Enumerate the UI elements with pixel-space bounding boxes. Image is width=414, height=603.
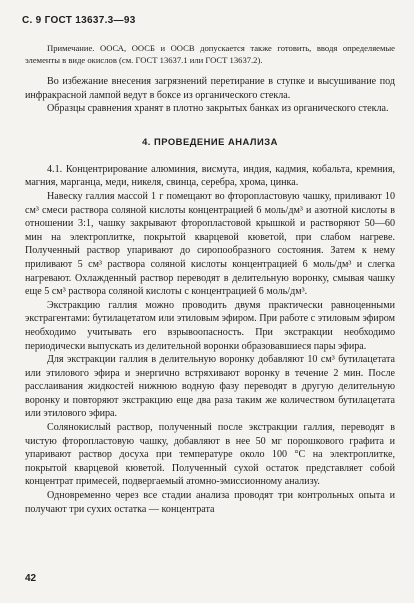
paragraph: Одновременно через все стадии анализа проводят три контрольных опыта и получают три сухих остатка — концентрата xyxy=(25,490,395,515)
note-paragraph: Примечание. ООСА, ООСБ и ООСВ допускается также готовить, вводя определяемые элементы в виде окислов (см. ГОСТ 13637.1 или ГОСТ 13637.2). xyxy=(25,43,395,65)
paragraph: Экстракцию галлия можно проводить двумя практически равноценными экстрагентами: бутилацетатом или этиловым эфиром. При работе с этиловым эфиром необходимо учитывать его взрывоопасность. При экстракции необходимо периодически выпускать из делительной воронки образовавшиеся пары эфира. xyxy=(25,299,395,352)
section-title: 4. ПРОВЕДЕНИЕ АНАЛИЗА xyxy=(142,135,278,147)
page-number: 42 xyxy=(25,573,37,584)
paragraph: 4.1. Концентрирование алюминия, висмута, индия, кадмия, кобальта, кремния, магния, марганца, меди, никеля, свинца, серебра, хрома, цинка. xyxy=(25,163,395,189)
paragraph: Образцы сравнения хранят в плотно закрытых банках из органического стекла. xyxy=(47,103,389,115)
page-body xyxy=(25,43,395,516)
running-header: С. 9 ГОСТ 13637.3—93 xyxy=(22,15,136,26)
paragraph: Для экстракции галлия в делительную воронку добавляют 10 см³ бутилацетата или этилового эфира и энергично встряхивают воронку в течение 2 мин. После расслаивания жидкостей нижнюю водную фазу переводят в другую делительную воронку и повторяют экстракцию еще два раза таким же количеством бутилацетата или этилового эфира. xyxy=(25,354,395,420)
paragraph: Во избежание внесения загрязнений перетирание в ступке и высушивание под инфракрасной лампой ведут в боксе из органического стекла. xyxy=(25,76,395,101)
paragraph: Солянокислый раствор, полученный после экстракции галлия, переводят в чистую фторопластовую чашку, добавляют в нее 50 мг порошкового графита и упаривают раствор досуха при температуре около 100 °С на электроплитке, покрытой кварцевой кюветой. Полученный сухой остаток представляет собой концентрат примесей, подвергаемый атомно-эмиссионному анализу. xyxy=(25,422,395,488)
paragraph: Навеску галлия массой 1 г помещают во фторопластовую чашку, приливают 10 см³ смеси раствора соляной кислоты концентрацией 6 моль/дм³ и азотной кислоты в отношении 3:1, чашку закрывают фторопластовой крышкой и растворяют 50—60 мин на электроплитке, покрытой кварцевой кюветой, при слабом нагреве. Полученный раствор упаривают до сиропообразного состояния. Затем к нему приливают 5 см³ раствора соляной кислоты концентрацией 6 моль/дм³ и слегка нагревают. Охлажденный раствор переводят в делительную воронку, смывая чашку еще 5 см³ раствора соляной кислоты с концентрацией 6 моль/дм³. xyxy=(25,190,395,298)
